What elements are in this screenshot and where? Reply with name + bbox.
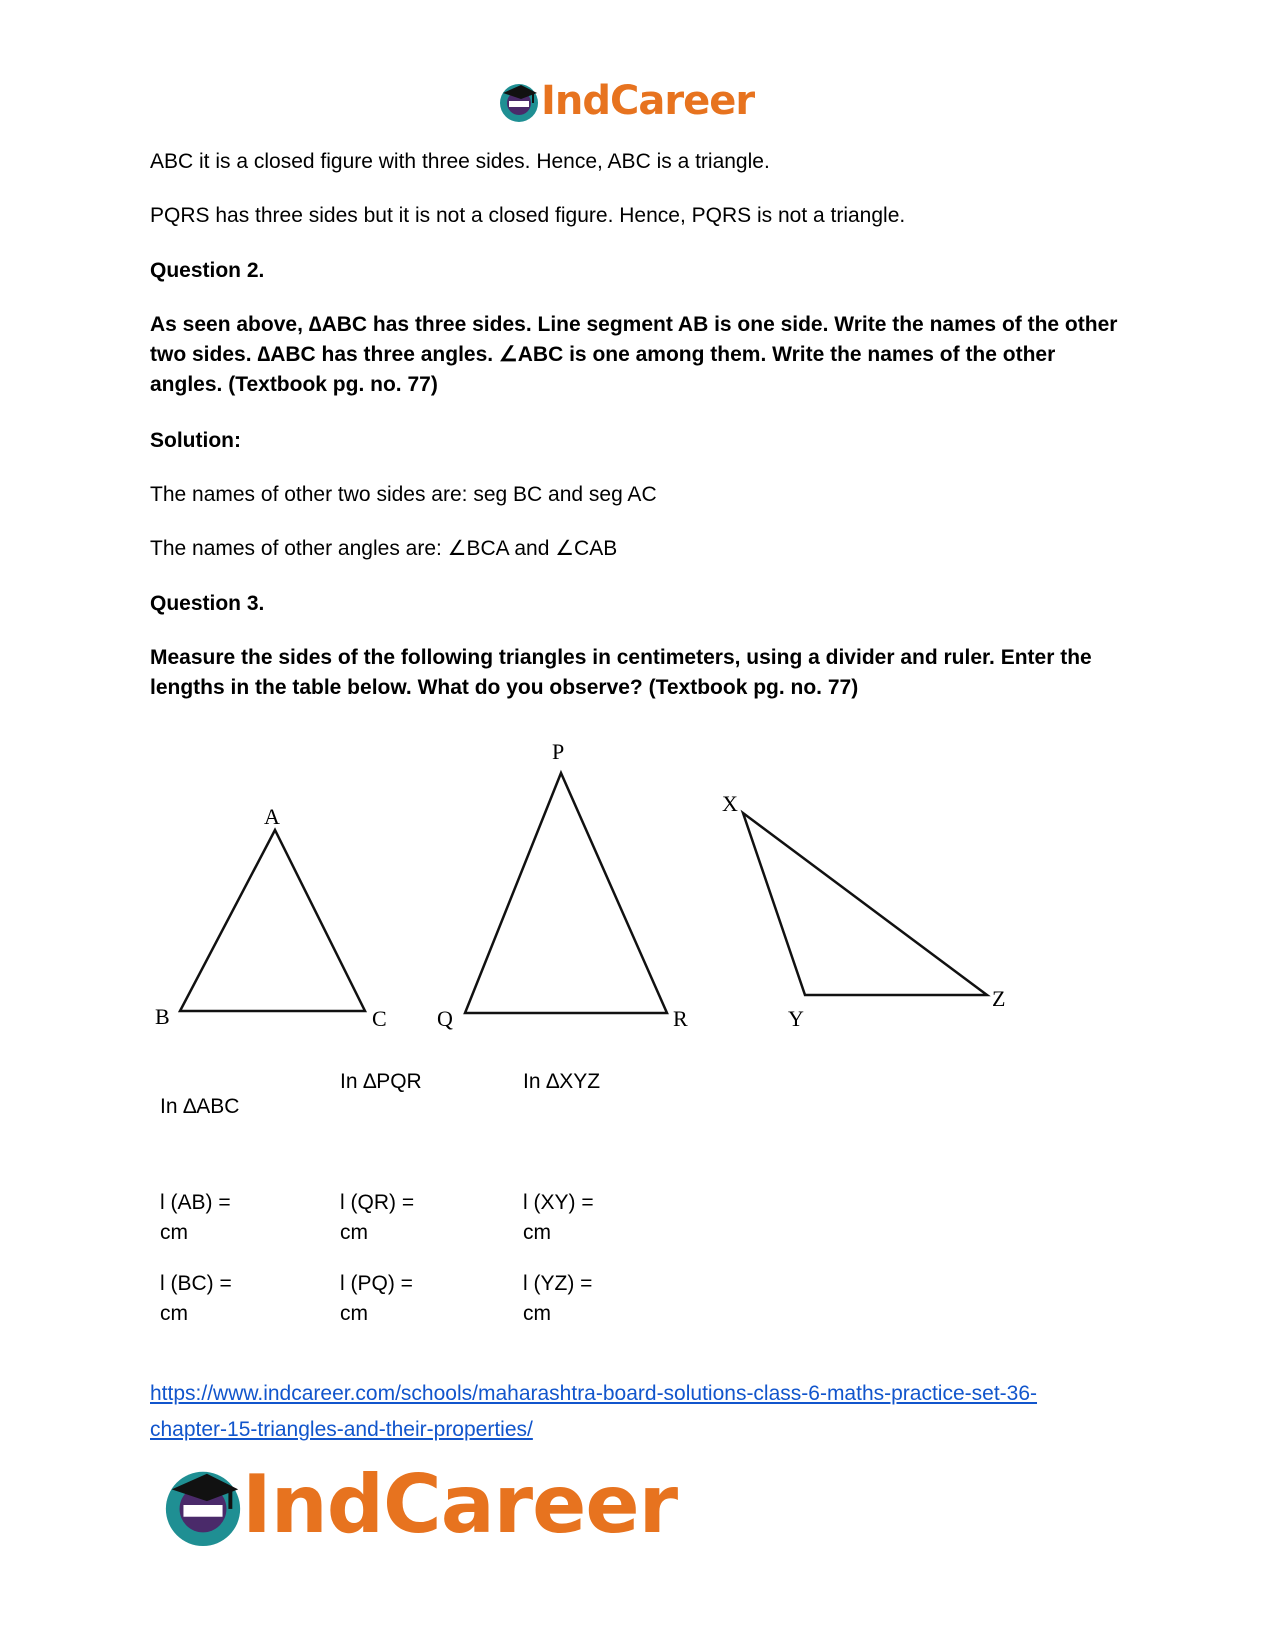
vertex-label-b: B <box>155 1004 170 1029</box>
footer-link[interactable]: https://www.indcareer.com/schools/maharashtra-board-solutions-class-6-maths-practice-set-36- chapter-15-triangles-and-their-properties/ <box>150 1382 1038 1441</box>
table-cell: l (AB) = cm <box>160 1191 231 1244</box>
triangle-xyz <box>743 813 987 995</box>
table-cell: l (XY) = cm <box>523 1191 594 1244</box>
vertex-label-z: Z <box>992 986 1006 1011</box>
footer-link-block <box>150 1376 1130 1448</box>
vertex-label-c: C <box>372 1006 387 1031</box>
table-cell: l (PQ) = cm <box>340 1272 413 1325</box>
solution-line: The names of other two sides are: seg BC and seg AC <box>150 483 657 506</box>
table-header: In ∆XYZ <box>523 1070 601 1093</box>
vertex-label-y: Y <box>788 1006 804 1031</box>
question-text: As seen above, ∆ABC has three sides. Line segment AB is one side. Write the names of the other two sides. ∆ABC has three angles. ∠ABC is one among them. Write the names of the other angles. (Textbook pg. no. 77) <box>150 313 1118 396</box>
logo-text: IndCareer <box>541 78 755 124</box>
triangle-abc <box>180 830 365 1011</box>
table-cell: l (YZ) = cm <box>523 1272 593 1325</box>
vertex-label-p: P <box>552 739 565 764</box>
table-header: In ∆ABC <box>160 1095 240 1118</box>
footer-logo <box>160 1458 677 1551</box>
table-header: In ∆PQR <box>340 1070 422 1093</box>
vertex-label-r: R <box>673 1006 688 1031</box>
vertex-label-a: A <box>264 804 280 829</box>
paragraph: ABC it is a closed figure with three sides. Hence, ABC is a triangle. <box>150 150 770 173</box>
table-cell: l (QR) = cm <box>340 1191 415 1244</box>
question-text: Measure the sides of the following triangles in centimeters, using a divider and ruler. Enter the lengths in the table below. What do you observe? (Textbook pg. no. 77) <box>150 646 1092 699</box>
question-heading: Question 3. <box>150 592 265 615</box>
solution-heading: Solution: <box>150 429 241 452</box>
logo-text: IndCareer <box>242 1458 678 1551</box>
table-cell: l (BC) = cm <box>160 1272 232 1325</box>
triangles-figure <box>140 730 1020 1040</box>
question-heading: Question 2. <box>150 259 265 282</box>
graduation-globe-icon <box>160 1462 246 1548</box>
vertex-label-x: X <box>722 791 738 816</box>
graduation-globe-icon <box>497 79 541 123</box>
solution-line: The names of other angles are: ∠BCA and ∠CAB <box>150 537 618 560</box>
triangle-pqr <box>465 773 667 1013</box>
header-logo <box>497 78 754 124</box>
paragraph: PQRS has three sides but it is not a closed figure. Hence, PQRS is not a triangle. <box>150 204 906 227</box>
vertex-label-q: Q <box>437 1006 453 1031</box>
